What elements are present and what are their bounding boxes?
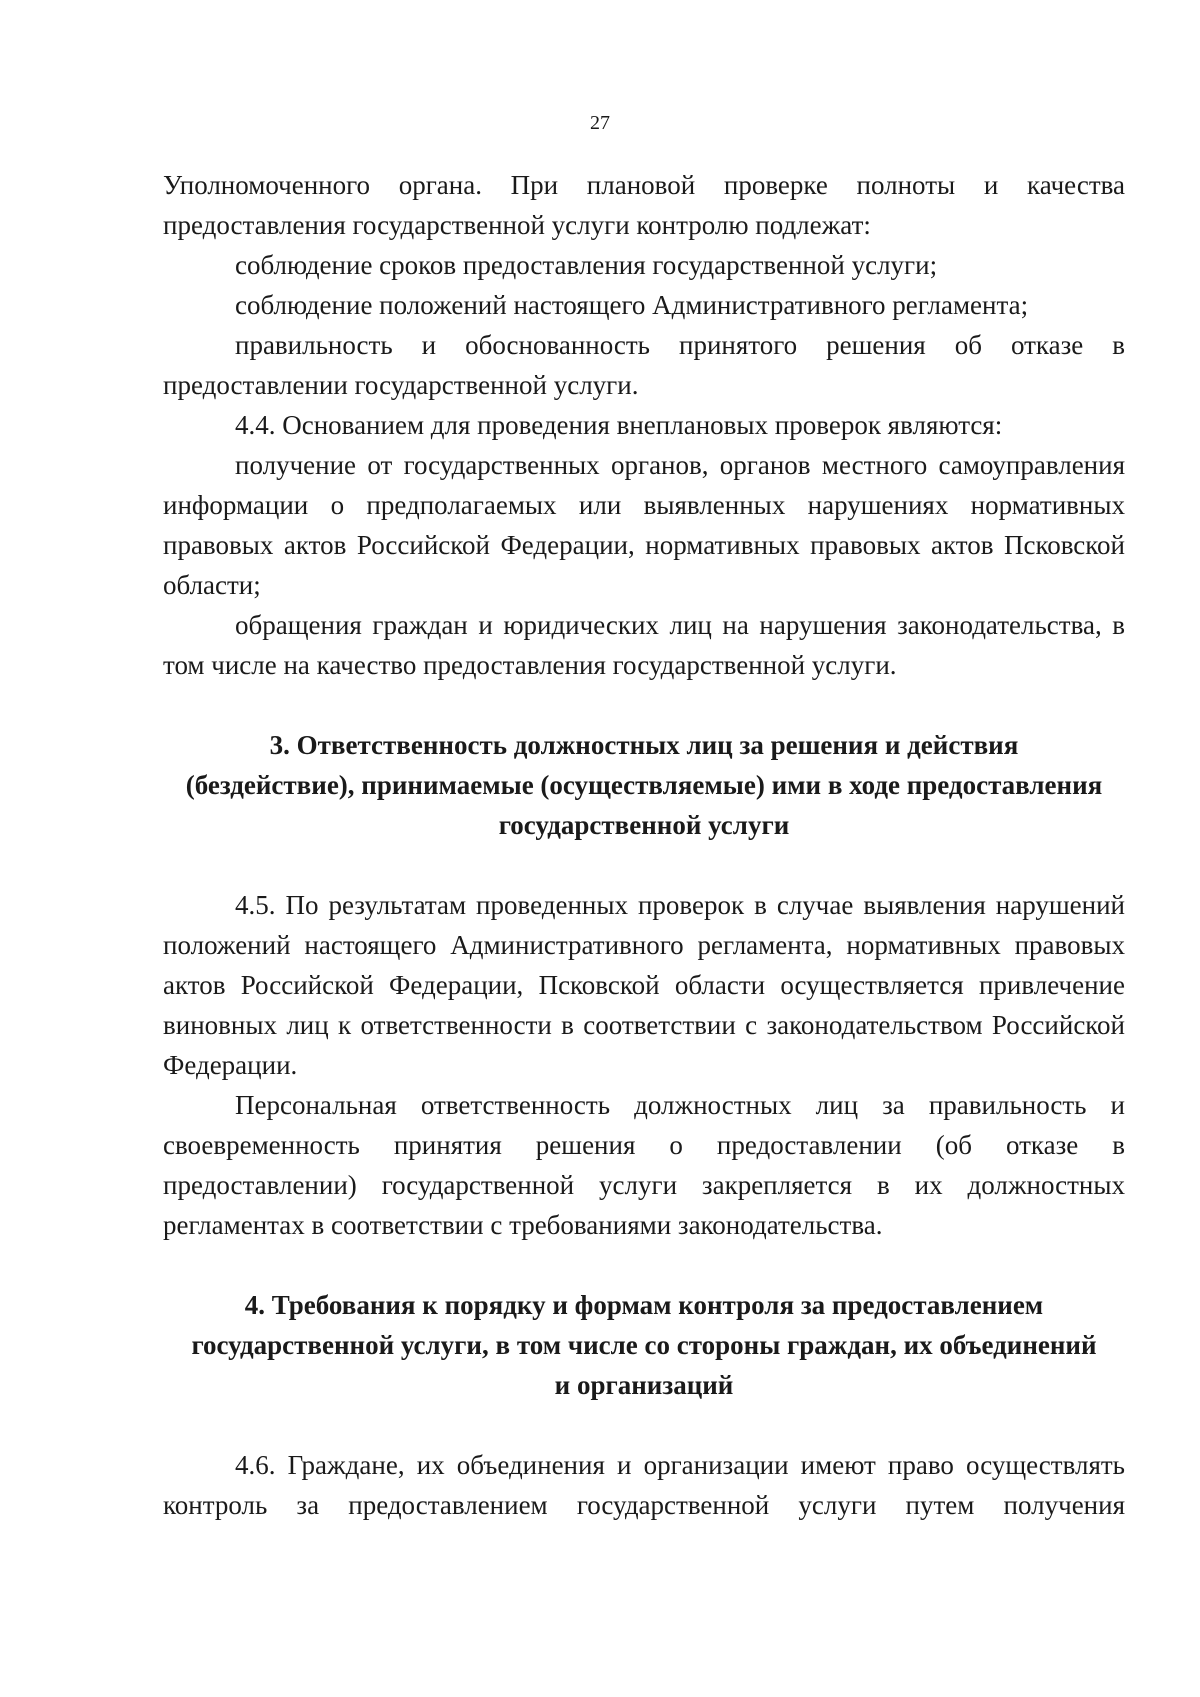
paragraph: получение от государственных органов, органов местного самоуправления информации о предполагаемых или выявленных нарушениях нормативных правовых актов Российской Федерации, нормативных правовых актов Псковской области; [163, 450, 1125, 600]
section-heading-4 [163, 1285, 1125, 1405]
paragraph: 4.6. Граждане, их объединения и организации имеют право осуществлять контроль за предоставлением государственной услуги путем получения [163, 1450, 1125, 1520]
paragraph: правильность и обоснованность принятого решения об отказе в предоставлении государственной услуги. [163, 330, 1125, 400]
paragraph: Уполномоченного органа. При плановой проверке полноты и качества предоставления государственной услуги контролю подлежат: [163, 170, 1125, 240]
paragraph: Персональная ответственность должностных лиц за правильность и своевременность принятия решения о предоставлении (об отказе в предоставлении) государственной услуги закрепляется в их должностных регламентах в соответствии с требованиями законодательства. [163, 1090, 1125, 1240]
section-heading-3 [163, 725, 1125, 845]
heading-line: и организаций [554, 1370, 734, 1400]
paragraph: обращения граждан и юридических лиц на нарушения законодательства, в том числе на качество предоставления государственной услуги. [163, 610, 1125, 680]
paragraph: соблюдение сроков предоставления государственной услуги; [235, 250, 938, 280]
paragraph: 4.5. По результатам проведенных проверок в случае выявления нарушений положений настоящего Административного регламента, нормативных правовых актов Российской Федерации, Псковской области осуществляется привлечение виновных лиц к ответственности в соответствии с законодательством Российской Федерации. [163, 890, 1125, 1080]
heading-line: 3. Ответственность должностных лиц за решения и действия [269, 730, 1019, 760]
page-number: 27 [590, 112, 610, 134]
heading-line: (бездействие), принимаемые (осуществляемые) ими в ходе предоставления [185, 770, 1103, 800]
heading-line: 4. Требования к порядку и формам контроля за предоставлением [244, 1290, 1044, 1320]
paragraph: 4.4. Основанием для проведения внеплановых проверок являются: [235, 410, 1003, 440]
heading-line: государственной услуги [498, 810, 790, 840]
paragraph: соблюдение положений настоящего Административного регламента; [235, 290, 1029, 320]
document-body [163, 165, 1125, 1525]
heading-line: государственной услуги, в том числе со стороны граждан, их объединений [191, 1330, 1097, 1360]
